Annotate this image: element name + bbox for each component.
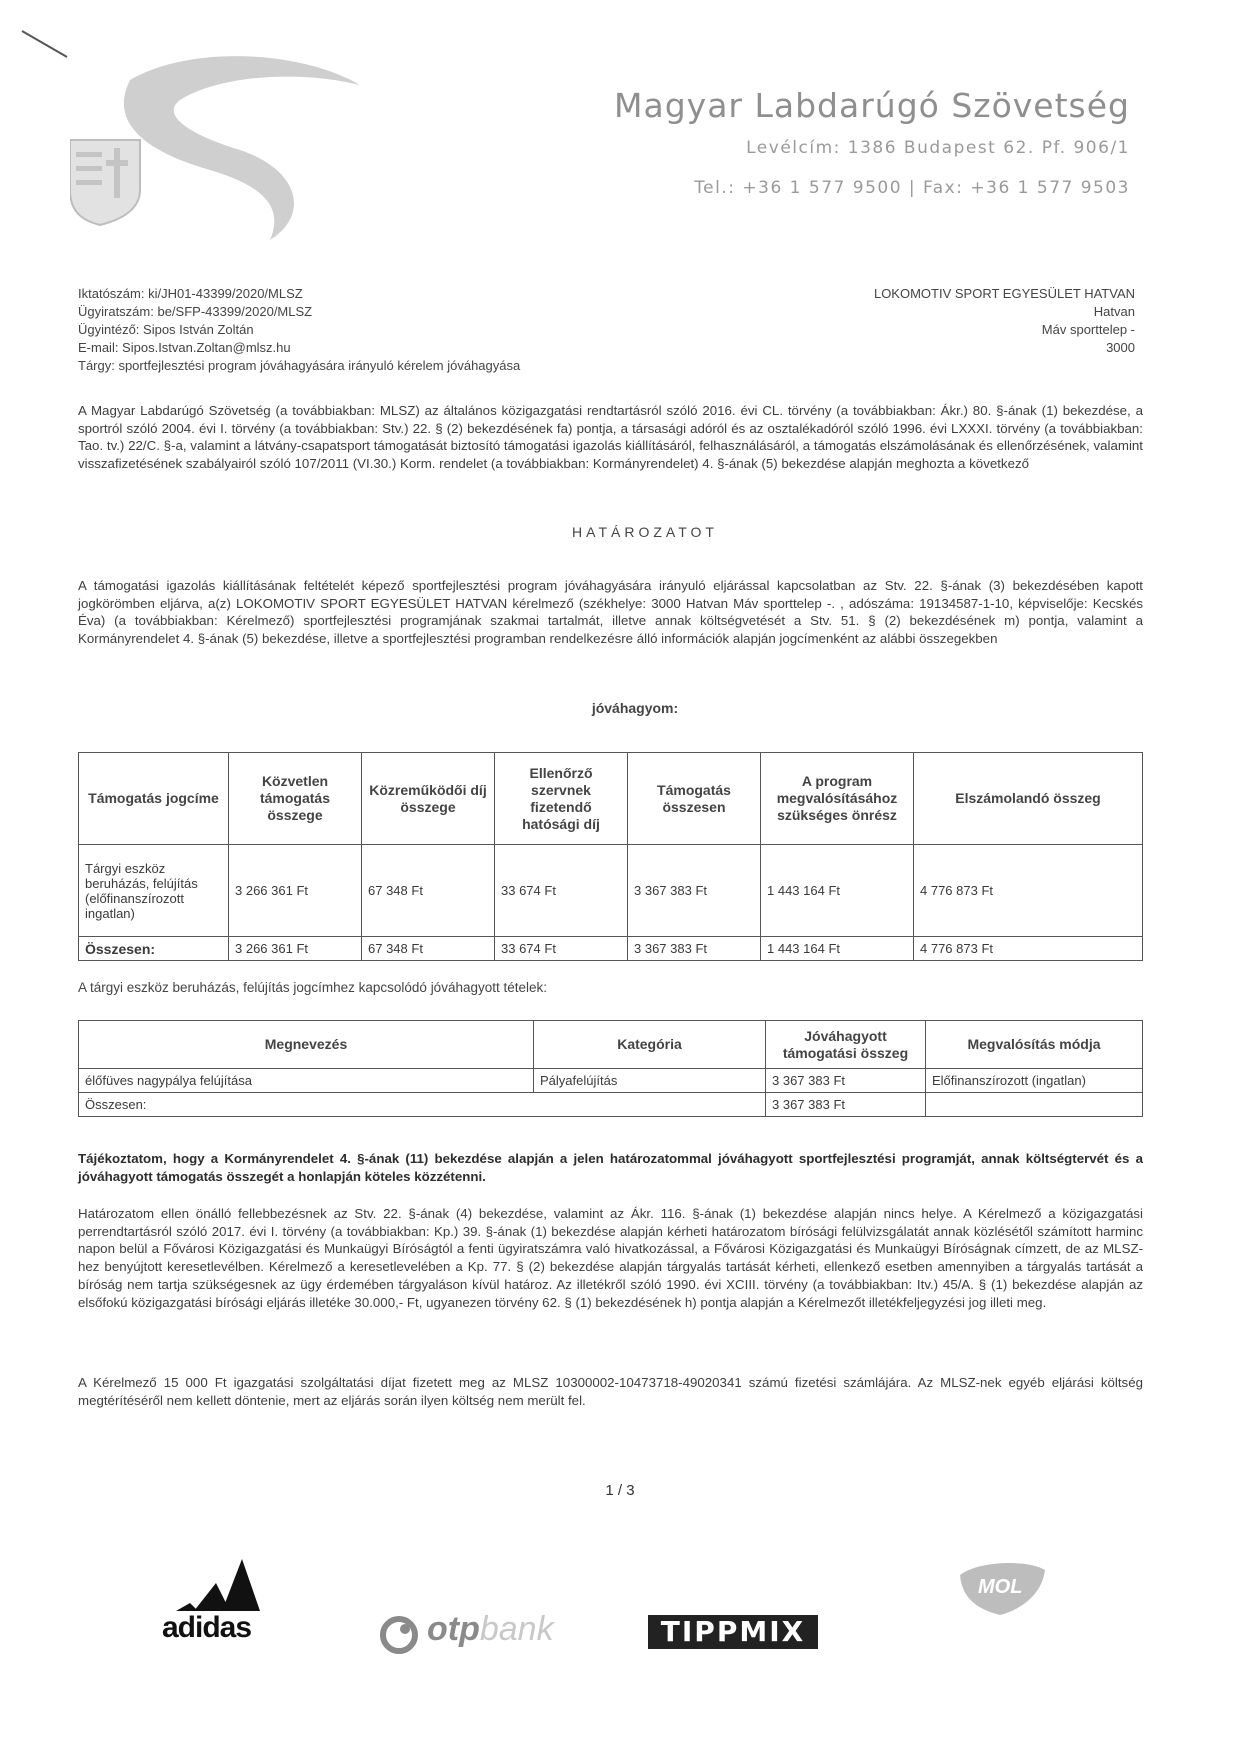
otpbank-logo [375, 1555, 585, 1655]
col-title: Támogatás jogcíme [79, 753, 229, 845]
total-direct: 3 266 361 Ft [229, 937, 362, 961]
adidas-stripes-icon [176, 1555, 266, 1611]
cell-fee: 67 348 Ft [362, 845, 495, 937]
fee-paragraph: A Kérelmező 15 000 Ft igazgatási szolgáltatási díjat fizetett meg az MLSZ 10300002-10473718-49020341 számú fizetési számlájára. Az MLSZ-nek egyéb eljárási költség megtérítéséről nem kellett döntenie, mert az eljárás során ilyen költség nem merült fel. [78, 1375, 1143, 1408]
items-total-amount: 3 367 383 Ft [766, 1093, 926, 1117]
mol-drop-icon [950, 1555, 1050, 1645]
adidas-wordmark: adidas [162, 1611, 252, 1644]
intro-paragraph: A Magyar Labdarúgó Szövetség (a továbbiakban: MLSZ) az általános közigazgatási rendtartásról szóló 2016. évi CL. törvény (a továbbiakban: Ákr.) 80. §-ának (1) bekezdése, a sportról szóló 2004. évi I. törvény (a továbbiakban: Stv.) 22. § (2) bekezdésének fa) pontja, a társasági adóról és az osztalékadóról szóló 1996. évi LXXXI. törvény (a továbbiakban: Tao. tv.) 22/C. §-a, valamint a látvány-csapatsport támogatását biztosító támogatási igazolás kiállításáról, felhasználásáról, a támogatás elszámolásának és ellenőrzésének, valamint visszafizetésének szabályairól szóló 107/2011 (VI.30.) Korm. rendelet (a továbbiakban: Kormányrendelet) 4. §-ának (5) bekezdése alapján meghozta a következő [78, 403, 1143, 472]
org-address: Levélcím: 1386 Budapest 62. Pf. 906/1 [746, 138, 1130, 158]
col-own-share: A program megvalósításához szükséges önrész [761, 753, 914, 845]
tippmix-wordmark: TIPPMIX [648, 1615, 818, 1649]
table-row [79, 845, 1143, 937]
total-total: 3 367 383 Ft [628, 937, 761, 961]
recipient-street: Máv sporttelep - [1041, 322, 1135, 337]
item-mode: Előfinanszírozott (ingatlan) [926, 1069, 1143, 1093]
decision-heading: HATÁROZATOT [572, 524, 718, 540]
subject: Tárgy: sportfejlesztési program jóváhagyására irányuló kérelem jóváhagyása [78, 358, 521, 373]
recipient-city: Hatvan [1093, 304, 1135, 319]
col-category: Kategória [534, 1021, 766, 1069]
support-table [78, 752, 1143, 961]
item-amount: 3 367 383 Ft [766, 1069, 926, 1093]
items-table-header [79, 1021, 1143, 1069]
total-own-share: 1 443 164 Ft [761, 937, 914, 961]
items-total-label: Összesen: [79, 1093, 766, 1117]
table-total-row [79, 937, 1143, 961]
items-total-empty [926, 1093, 1143, 1117]
body-paragraph: A támogatási igazolás kiállításának feltételét képező sportfejlesztési program jóváhagyására irányuló eljárással kapcsolatban az Stv. 22. §-ának (3) bekezdésében kapott jogkörömben eljárva, a(z) LOKOMOTIV SPORT EGYESÜLET HATVAN kérelmező (székhelye: 3000 Hatvan Máv sporttelep -. , adószáma: 19134587-1-10, képviselője: Kecskés Éva) (a továbbiakban: Kérelmező) sportfejlesztési programjának szakmai tartalmát, illetve annak költségvetését a Stv. 51. § (2) bekezdésének m) pontja, valamint a Kormányrendelet 4. §-ának (5) bekezdése, illetve a sportfejlesztési programban rendelkezésre álló információk alapján jogcímenként az alábbi összegekben [78, 578, 1143, 647]
total-settle: 4 776 873 Ft [914, 937, 1143, 961]
row-title: Tárgyi eszköz beruházás, felújítás (előfinanszírozott ingatlan) [79, 845, 229, 937]
col-settle: Elszámolandó összeg [914, 753, 1143, 845]
adidas-logo [162, 1555, 282, 1655]
col-authority-fee: Ellenőrző szervnek fizetendő hatósági díj [495, 753, 628, 845]
cell-own-share: 1 443 164 Ft [761, 845, 914, 937]
page-number: 1 / 3 [605, 1482, 635, 1499]
org-name: Magyar Labdarúgó Szövetség [614, 86, 1130, 125]
info-paragraph: Tájékoztatom, hogy a Kormányrendelet 4. §-ának (11) bekezdése alapján a jelen határozatommal jóváhagyott sportfejlesztési programját, annak költségtervét és a jóváhagyott támogatás összegét a honlapján köteles közzétenni. [78, 1151, 1143, 1184]
file-number: Ügyiratszám: be/SFP-43399/2020/MLSZ [78, 304, 313, 319]
mol-logo [950, 1555, 1060, 1655]
table-total-row [79, 1093, 1143, 1117]
total-fee: 67 348 Ft [362, 937, 495, 961]
col-direct: Közvetlen támogatás összege [229, 753, 362, 845]
col-total: Támogatás összesen [628, 753, 761, 845]
support-table-header [79, 753, 1143, 845]
cell-settle: 4 776 873 Ft [914, 845, 1143, 937]
cell-total: 3 367 383 Ft [628, 845, 761, 937]
case-meta [78, 285, 520, 375]
recipient-address [874, 285, 1135, 357]
total-authority-fee: 33 674 Ft [495, 937, 628, 961]
org-contact: Tel.: +36 1 577 9500 | Fax: +36 1 577 9503 [694, 178, 1130, 198]
item-category: Pályafelújítás [534, 1069, 766, 1093]
col-fee: Közreműködői díj összege [362, 753, 495, 845]
items-table [78, 1020, 1143, 1117]
mlsz-logo-icon [70, 40, 370, 240]
col-name: Megnevezés [79, 1021, 534, 1069]
recipient-zip: 3000 [1106, 340, 1135, 355]
cell-direct: 3 266 361 Ft [229, 845, 362, 937]
items-caption: A tárgyi eszköz beruházás, felújítás jogcímhez kapcsolódó jóváhagyott tételek: [78, 980, 548, 995]
appeal-paragraph: Határozatom ellen önálló fellebbezésnek az Stv. 22. §-ának (4) bekezdése, valamint az Ákr. 116. §-ának (1) bekezdése alapján nincs helye. A Kérelmező a közigazgatási perrendtartásról szóló 2017. évi I. törvény (a továbbiakban: Kp.) 39. §-ának (1) bekezdése alapján kérheti határozatom bírósági felülvizsgálatát annak közlésétől számított harminc napon belül a Fővárosi Közigazgatási és Munkaügyi Bíróságtól a fenti ügyiratszámra való hivatkozással, a Fővárosi Közigazgatási és Munkaügyi Bíróságnak címzett, de az MLSZ-hez benyújtott keresetlevélben. Kérelmező a keresetlevelében a Kp. 77. § (2) bekezdése alapján tárgyalás tartását kérheti, ellenkező esetben amennyiben a tárgyalás tartását a bíróság nem tartja szükségesnek az ügy érdemében tárgyaláson kívül határoz. Az illetékről szóló 1990. évi XCIII. törvény (a továbbiakban: Itv.) 45/A. § (1) bekezdése alapján az elsőfokú közigazgatási bírósági eljárás illetéke 30.000,- Ft, ugyanezen törvény 62. § (1) bekezdésének h) pontja alapján a Kérelmezőt illetékfeljegyzési jog illeti meg. [78, 1206, 1143, 1310]
col-mode: Megvalósítás módja [926, 1021, 1143, 1069]
otp-wordmark-a: otp [427, 1610, 480, 1648]
approve-heading: jóváhagyom: [591, 700, 679, 716]
otp-swirl-icon [379, 1615, 419, 1655]
table-row [79, 1069, 1143, 1093]
otp-wordmark-b: bank [479, 1610, 554, 1648]
recipient-name: LOKOMOTIV SPORT EGYESÜLET HATVAN [873, 286, 1135, 301]
total-label: Összesen: [79, 937, 229, 961]
cell-authority-fee: 33 674 Ft [495, 845, 628, 937]
case-officer: Ügyintéző: Sipos István Zoltán [78, 322, 254, 337]
otpbank-wordmark [427, 1610, 554, 1649]
col-amount: Jóváhagyott támogatási összeg [766, 1021, 926, 1069]
item-name: élőfüves nagypálya felújítása [79, 1069, 534, 1093]
scan-mark [22, 30, 68, 58]
mol-wordmark: MOL [978, 1576, 1023, 1598]
case-number: Iktatószám: ki/JH01-43399/2020/MLSZ [78, 286, 303, 301]
tippmix-logo [648, 1555, 823, 1655]
officer-email: E-mail: Sipos.Istvan.Zoltan@mlsz.hu [78, 340, 291, 355]
